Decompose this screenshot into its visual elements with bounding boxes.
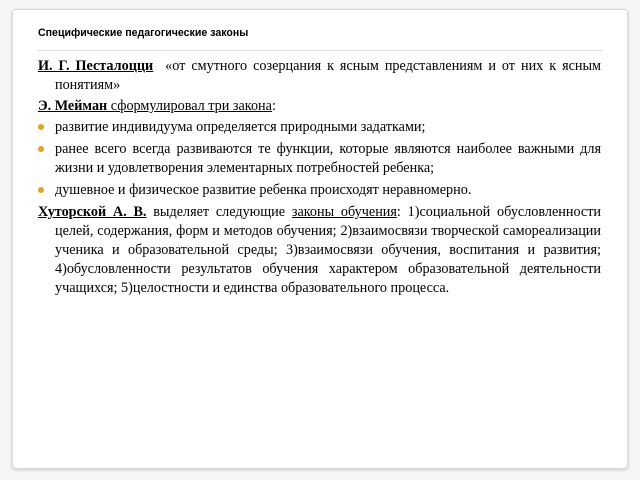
bullet-text: развитие индивидуума определяется природными задатками; [55, 119, 426, 135]
bullet-item [38, 118, 601, 137]
title-divider [37, 50, 603, 51]
slide-title: Специфические педагогические законы [38, 27, 249, 39]
meyman-heading [38, 98, 272, 114]
bullet-icon [38, 187, 44, 193]
bullet-text: душевное и физическое развитие ребенка происходят неравномерно. [55, 182, 472, 198]
meyman-paragraph [38, 97, 601, 116]
pestalozzi-name: И. Г. Песталоцци [38, 58, 154, 74]
bullet-text: ранее всего всегда развиваются те функции, которые являются наиболее важными для жизни и удовлетворения элементарных потребностей ребенка; [55, 141, 601, 176]
khutorskoy-paragraph [38, 203, 601, 298]
khutorskoy-pre: выделяет следующие [146, 204, 292, 220]
slide-body [38, 57, 601, 300]
bullet-item [38, 140, 601, 178]
khutorskoy-laws-list: : 1)социальной обусловленности целей, содержания, форм и методов обучения; 2)взаимосвязи творческой самореализации ученика и образовательной среды; 3)взаимосвязи обучения, воспитания и развития; 4)обусловленности результатов обучения характером образовательной деятельности учащихся; 5)целостности и единства образовательного процесса. [55, 204, 601, 296]
khutorskoy-name: Хуторской А. В. [38, 204, 147, 220]
pestalozzi-quote: «от смутного созерцания к ясным представлениям и от них к ясным понятиям» [55, 58, 602, 93]
pestalozzi-paragraph [38, 57, 601, 95]
laws-of-learning-link: законы обучения [291, 204, 397, 220]
slide [12, 9, 628, 469]
meyman-colon: : [271, 98, 276, 114]
bullet-icon [38, 146, 44, 152]
bullet-icon [38, 124, 44, 130]
meyman-text: сформулировал три закона [107, 98, 272, 114]
meyman-name: Э. Мейман [38, 98, 108, 114]
bullet-item [38, 181, 601, 200]
